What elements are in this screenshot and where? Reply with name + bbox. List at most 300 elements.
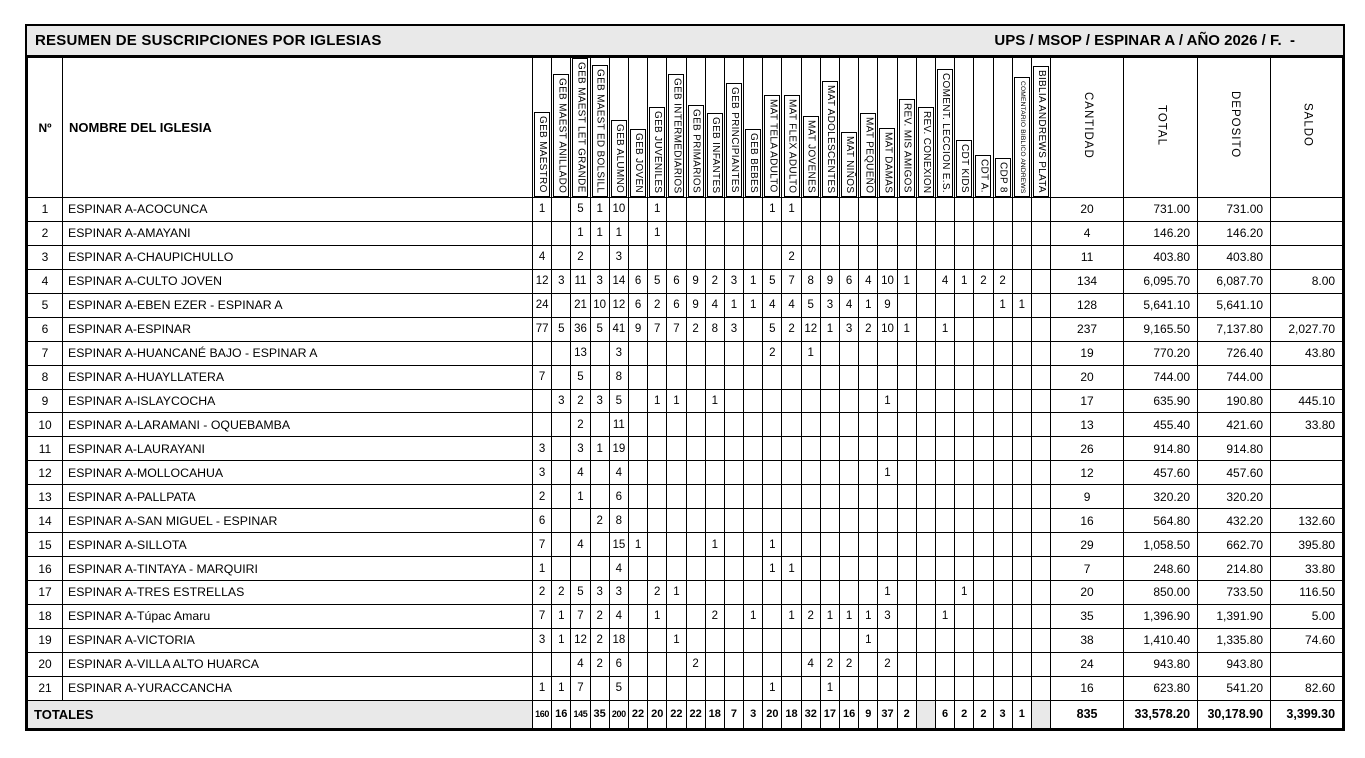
value-cell <box>552 293 571 317</box>
value-cell <box>571 509 590 533</box>
value-cell <box>1012 509 1031 533</box>
value-cell <box>878 221 897 245</box>
value-cell <box>724 437 743 461</box>
value-cell <box>897 221 916 245</box>
saldo-cell: 2,027.70 <box>1271 317 1343 341</box>
value-cell <box>935 245 954 269</box>
col-header-label: SALDO <box>1301 103 1314 147</box>
saldo-cell: 5.00 <box>1271 604 1343 628</box>
report-title: RESUMEN DE SUSCRIPCIONES POR IGLESIAS <box>35 32 382 49</box>
value-cell: 1 <box>648 221 667 245</box>
value-cell <box>935 461 954 485</box>
col-header-box <box>611 120 627 197</box>
totals-value-cell: 9 <box>859 700 878 728</box>
value-cell: 1 <box>782 198 801 222</box>
value-cell: 1 <box>763 533 782 557</box>
value-cell: 2 <box>974 269 993 293</box>
cantidad-cell: 20 <box>1051 365 1124 389</box>
value-cell <box>974 293 993 317</box>
value-cell <box>744 389 763 413</box>
total-cell: 403.80 <box>1124 245 1198 269</box>
value-cell: 1 <box>552 628 571 652</box>
value-cell <box>763 628 782 652</box>
value-cell: 2 <box>571 413 590 437</box>
table-row <box>28 365 1343 389</box>
totals-value-cell: 2 <box>897 700 916 728</box>
row-number: 20 <box>28 652 63 676</box>
table-row <box>28 413 1343 437</box>
value-cell <box>993 652 1012 676</box>
col-header-box <box>1033 66 1049 197</box>
church-name: ESPINAR A-CULTO JOVEN <box>63 269 533 293</box>
value-cell <box>859 676 878 700</box>
value-cell <box>667 461 686 485</box>
report-subtitle: UPS / MSOP / ESPINAR A / AÑO 2026 / F. - <box>994 32 1295 49</box>
value-cell <box>974 221 993 245</box>
value-cell <box>552 509 571 533</box>
col-header-box <box>841 132 857 197</box>
value-cell <box>590 485 609 509</box>
value-cell: 2 <box>782 317 801 341</box>
value-cell: 5 <box>763 317 782 341</box>
value-cell <box>782 533 801 557</box>
table-row <box>28 221 1343 245</box>
value-cell <box>897 509 916 533</box>
value-cell <box>628 198 647 222</box>
col-header-saldo <box>1271 58 1343 198</box>
value-cell <box>724 604 743 628</box>
totals-value-cell: 20 <box>648 700 667 728</box>
col-header-box <box>649 107 665 197</box>
col-header-nombre: NOMBRE DEL IGLESIA <box>63 58 533 198</box>
value-cell: 1 <box>859 293 878 317</box>
value-cell <box>648 365 667 389</box>
value-cell: 1 <box>782 557 801 581</box>
value-cell <box>859 365 878 389</box>
value-cell: 4 <box>609 604 628 628</box>
value-cell <box>859 389 878 413</box>
value-cell: 3 <box>609 581 628 605</box>
church-name: ESPINAR A-TRES ESTRELLAS <box>63 581 533 605</box>
value-cell: 2 <box>590 604 609 628</box>
value-cell <box>1031 557 1050 581</box>
value-cell <box>935 509 954 533</box>
total-cell: 635.90 <box>1124 389 1198 413</box>
value-cell <box>840 509 859 533</box>
totals-value-cell: 22 <box>628 700 647 728</box>
value-cell <box>974 317 993 341</box>
value-cell <box>705 461 724 485</box>
value-cell <box>724 221 743 245</box>
col-header-cdt-kids <box>955 58 974 198</box>
value-cell <box>878 485 897 509</box>
total-cell: 1,396.90 <box>1124 604 1198 628</box>
row-number: 1 <box>28 198 63 222</box>
value-cell <box>993 628 1012 652</box>
value-cell <box>552 341 571 365</box>
value-cell: 1 <box>763 198 782 222</box>
value-cell: 5 <box>571 198 590 222</box>
value-cell <box>859 461 878 485</box>
value-cell <box>993 557 1012 581</box>
value-cell: 1 <box>820 604 839 628</box>
value-cell <box>993 245 1012 269</box>
value-cell <box>935 437 954 461</box>
value-cell: 8 <box>609 509 628 533</box>
value-cell: 1 <box>955 581 974 605</box>
value-cell: 1 <box>724 293 743 317</box>
value-cell <box>878 413 897 437</box>
value-cell <box>916 413 935 437</box>
value-cell: 77 <box>533 317 552 341</box>
value-cell <box>1031 581 1050 605</box>
value-cell <box>648 245 667 269</box>
value-cell <box>897 413 916 437</box>
value-cell <box>916 509 935 533</box>
value-cell <box>667 485 686 509</box>
value-cell <box>1012 604 1031 628</box>
church-name: ESPINAR A-LARAMANI - OQUEBAMBA <box>63 413 533 437</box>
value-cell <box>648 413 667 437</box>
value-cell <box>878 365 897 389</box>
value-cell <box>724 461 743 485</box>
value-cell: 1 <box>878 461 897 485</box>
cantidad-cell: 16 <box>1051 676 1124 700</box>
value-cell: 2 <box>705 604 724 628</box>
total-cell: 9,165.50 <box>1124 317 1198 341</box>
col-header-label: GEB JOVEN <box>633 133 645 193</box>
col-header-label: MAT TELA ADULTO <box>767 99 779 193</box>
col-header-mat-ni-os <box>840 58 859 198</box>
value-cell <box>1012 413 1031 437</box>
row-number: 15 <box>28 533 63 557</box>
value-cell <box>724 628 743 652</box>
value-cell <box>820 389 839 413</box>
value-cell <box>974 341 993 365</box>
value-cell <box>840 245 859 269</box>
value-cell <box>648 509 667 533</box>
church-name: ESPINAR A-VILLA ALTO HUARCA <box>63 652 533 676</box>
value-cell <box>763 509 782 533</box>
row-number: 14 <box>28 509 63 533</box>
col-header-box <box>879 128 895 197</box>
value-cell <box>974 365 993 389</box>
deposito-cell: 146.20 <box>1198 221 1271 245</box>
value-cell <box>686 557 705 581</box>
value-cell: 9 <box>686 293 705 317</box>
saldo-cell <box>1271 437 1343 461</box>
value-cell <box>724 365 743 389</box>
value-cell <box>628 652 647 676</box>
value-cell: 2 <box>533 581 552 605</box>
value-cell <box>916 221 935 245</box>
value-cell <box>916 533 935 557</box>
value-cell <box>820 198 839 222</box>
value-cell: 11 <box>609 413 628 437</box>
value-cell <box>724 509 743 533</box>
value-cell: 21 <box>571 293 590 317</box>
value-cell <box>744 628 763 652</box>
value-cell <box>763 461 782 485</box>
value-cell: 1 <box>782 604 801 628</box>
value-cell <box>801 413 820 437</box>
value-cell <box>648 485 667 509</box>
row-number: 11 <box>28 437 63 461</box>
totals-row <box>28 700 1343 728</box>
value-cell <box>686 509 705 533</box>
value-cell <box>993 389 1012 413</box>
value-cell: 4 <box>935 269 954 293</box>
value-cell: 13 <box>571 341 590 365</box>
table-row <box>28 269 1343 293</box>
value-cell <box>878 245 897 269</box>
totals-value-cell: 3 <box>744 700 763 728</box>
value-cell <box>590 557 609 581</box>
value-cell <box>859 341 878 365</box>
value-cell <box>628 557 647 581</box>
value-cell <box>840 437 859 461</box>
table-row <box>28 557 1343 581</box>
value-cell <box>840 581 859 605</box>
value-cell <box>648 557 667 581</box>
value-cell <box>1012 581 1031 605</box>
value-cell <box>955 533 974 557</box>
col-header-cdt-a <box>974 58 993 198</box>
col-header-geb-alumno <box>609 58 628 198</box>
totals-value-cell: 1 <box>1012 700 1031 728</box>
value-cell <box>1031 365 1050 389</box>
value-cell <box>744 533 763 557</box>
value-cell <box>705 557 724 581</box>
value-cell <box>935 293 954 317</box>
value-cell <box>801 485 820 509</box>
value-cell <box>667 533 686 557</box>
value-cell: 12 <box>533 269 552 293</box>
church-name: ESPINAR A-HUANCANÉ BAJO - ESPINAR A <box>63 341 533 365</box>
value-cell: 9 <box>878 293 897 317</box>
value-cell <box>935 676 954 700</box>
value-cell: 5 <box>763 269 782 293</box>
col-header-box <box>784 95 800 197</box>
value-cell <box>628 485 647 509</box>
value-cell: 6 <box>628 293 647 317</box>
saldo-cell <box>1271 461 1343 485</box>
value-cell <box>801 245 820 269</box>
value-cell <box>801 628 820 652</box>
value-cell <box>801 221 820 245</box>
value-cell <box>667 245 686 269</box>
col-header-box <box>995 158 1011 197</box>
value-cell <box>897 341 916 365</box>
value-cell <box>552 652 571 676</box>
value-cell: 36 <box>571 317 590 341</box>
value-cell <box>974 533 993 557</box>
value-cell <box>782 509 801 533</box>
col-header-coment-leccion-e-s <box>935 58 954 198</box>
col-header-mat-adolescentes <box>820 58 839 198</box>
value-cell <box>840 198 859 222</box>
value-cell <box>686 676 705 700</box>
cantidad-cell: 38 <box>1051 628 1124 652</box>
value-cell: 1 <box>993 293 1012 317</box>
value-cell <box>648 461 667 485</box>
value-cell <box>820 509 839 533</box>
value-cell: 4 <box>801 652 820 676</box>
row-number: 17 <box>28 581 63 605</box>
value-cell <box>628 437 647 461</box>
deposito-cell: 726.40 <box>1198 341 1271 365</box>
value-cell <box>628 245 647 269</box>
saldo-cell <box>1271 245 1343 269</box>
totals-value-cell: 200 <box>609 700 628 728</box>
value-cell: 4 <box>571 652 590 676</box>
value-cell <box>628 581 647 605</box>
value-cell <box>955 676 974 700</box>
totals-value-cell: 32 <box>801 700 820 728</box>
value-cell <box>744 413 763 437</box>
value-cell: 3 <box>533 628 552 652</box>
total-cell: 770.20 <box>1124 341 1198 365</box>
value-cell <box>744 437 763 461</box>
value-cell <box>686 341 705 365</box>
value-cell <box>974 389 993 413</box>
value-cell: 2 <box>763 341 782 365</box>
value-cell: 2 <box>840 652 859 676</box>
value-cell <box>744 581 763 605</box>
value-cell: 2 <box>705 269 724 293</box>
value-cell <box>993 533 1012 557</box>
value-cell <box>974 604 993 628</box>
value-cell <box>628 628 647 652</box>
col-header-mat-peque-o <box>859 58 878 198</box>
value-cell: 4 <box>859 269 878 293</box>
deposito-cell: 320.20 <box>1198 485 1271 509</box>
value-cell <box>1012 269 1031 293</box>
value-cell: 10 <box>609 198 628 222</box>
value-cell <box>782 365 801 389</box>
value-cell <box>820 533 839 557</box>
value-cell <box>801 389 820 413</box>
value-cell <box>916 581 935 605</box>
value-cell <box>916 604 935 628</box>
value-cell <box>935 341 954 365</box>
value-cell <box>935 389 954 413</box>
value-cell <box>820 461 839 485</box>
totals-value-cell: 6 <box>935 700 954 728</box>
value-cell <box>705 365 724 389</box>
col-header-box <box>975 155 991 197</box>
totals-value-cell: 3 <box>993 700 1012 728</box>
value-cell <box>916 293 935 317</box>
col-header-label: GEB JUVENILES <box>652 110 664 193</box>
col-header-geb-maest-let-grande <box>571 58 590 198</box>
value-cell <box>705 198 724 222</box>
value-cell <box>993 317 1012 341</box>
value-cell <box>897 676 916 700</box>
value-cell <box>897 652 916 676</box>
value-cell <box>782 221 801 245</box>
value-cell <box>705 221 724 245</box>
value-cell: 12 <box>571 628 590 652</box>
value-cell <box>801 198 820 222</box>
value-cell <box>840 628 859 652</box>
col-header-label: MAT FLEX ADULTO <box>786 98 798 193</box>
value-cell: 7 <box>533 604 552 628</box>
value-cell: 4 <box>533 245 552 269</box>
value-cell <box>552 533 571 557</box>
value-cell <box>763 437 782 461</box>
col-header-label: GEB INTERMEDIARIOS <box>671 77 683 193</box>
totals-cantidad-cell: 835 <box>1051 700 1124 728</box>
value-cell: 2 <box>590 509 609 533</box>
value-cell: 12 <box>801 317 820 341</box>
value-cell <box>801 461 820 485</box>
col-header-box <box>956 140 972 197</box>
value-cell <box>840 365 859 389</box>
value-cell <box>974 437 993 461</box>
value-cell <box>628 341 647 365</box>
value-cell: 1 <box>935 604 954 628</box>
value-cell <box>878 533 897 557</box>
value-cell <box>801 581 820 605</box>
value-cell <box>935 413 954 437</box>
value-cell: 2 <box>571 389 590 413</box>
value-cell: 5 <box>571 581 590 605</box>
value-cell <box>1012 676 1031 700</box>
value-cell: 18 <box>609 628 628 652</box>
row-number: 21 <box>28 676 63 700</box>
value-cell <box>859 245 878 269</box>
value-cell <box>1031 533 1050 557</box>
deposito-cell: 914.80 <box>1198 437 1271 461</box>
value-cell <box>782 437 801 461</box>
value-cell <box>724 557 743 581</box>
value-cell <box>744 365 763 389</box>
total-cell: 564.80 <box>1124 509 1198 533</box>
totals-value-cell: 37 <box>878 700 897 728</box>
value-cell <box>686 245 705 269</box>
col-header-geb-maestro <box>533 58 552 198</box>
col-header-rev-conexion <box>916 58 935 198</box>
value-cell <box>763 365 782 389</box>
value-cell: 1 <box>590 198 609 222</box>
value-cell <box>974 509 993 533</box>
value-cell <box>916 341 935 365</box>
col-header-comentario-biblico-andrews <box>1012 58 1031 198</box>
church-name: ESPINAR A-ACOCUNCA <box>63 198 533 222</box>
deposito-cell: 541.20 <box>1198 676 1271 700</box>
value-cell <box>686 365 705 389</box>
header-row <box>28 58 1343 198</box>
value-cell <box>667 341 686 365</box>
value-cell: 12 <box>609 293 628 317</box>
value-cell <box>916 198 935 222</box>
value-cell <box>552 413 571 437</box>
value-cell <box>1031 245 1050 269</box>
value-cell <box>648 437 667 461</box>
row-number: 9 <box>28 389 63 413</box>
totals-value-cell: 2 <box>955 700 974 728</box>
value-cell <box>993 221 1012 245</box>
value-cell <box>1012 437 1031 461</box>
value-cell <box>782 461 801 485</box>
value-cell <box>974 413 993 437</box>
church-name: ESPINAR A-LAURAYANI <box>63 437 533 461</box>
value-cell <box>820 557 839 581</box>
value-cell: 1 <box>590 437 609 461</box>
value-cell <box>552 461 571 485</box>
col-header-rev-mis-amigos <box>897 58 916 198</box>
